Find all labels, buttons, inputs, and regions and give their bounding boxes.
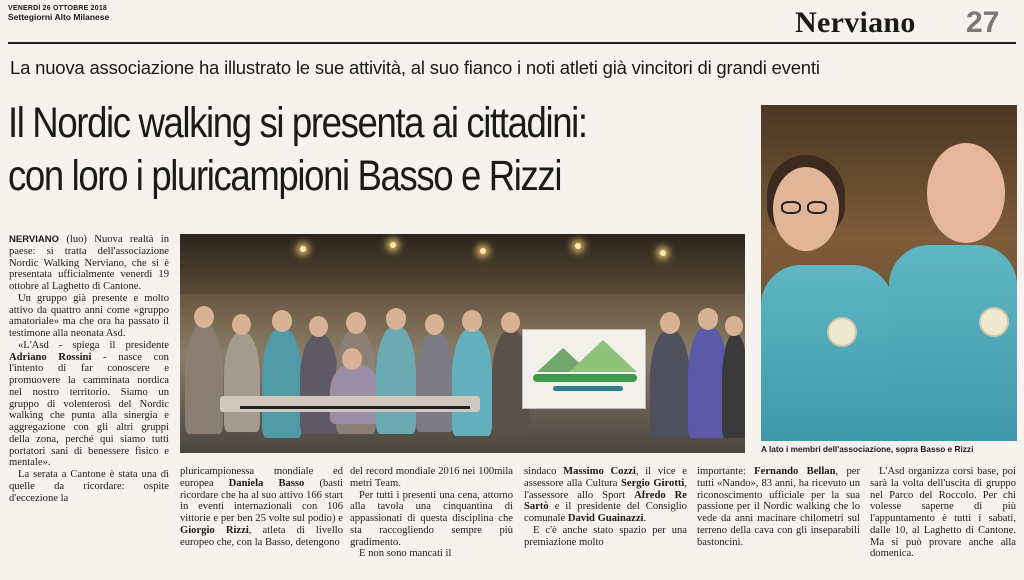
article-column-4 — [524, 466, 687, 548]
headline — [8, 97, 756, 203]
paragraph: del record mondiale 2016 nei 100mila metri Team. — [350, 466, 513, 489]
man-jacket — [889, 245, 1017, 441]
badge-icon — [979, 307, 1009, 337]
paragraph: L'Asd organizza corsi base, poi sarà la volta dell'uscita di gruppo nel Parco del Roccolo. Per chi volesse saperne di più l'appuntamento è tutti i sabati, dalle 10, al Laghetto di Cantone. Ma si può provare anche alla domenica. — [870, 466, 1016, 560]
paragraph: sindaco Massimo Cozzi, il vice e assessore alla Cultura Sergio Girotti, l'assessore allo Sport Afredo Re Sartò e il presidente del Consiglio comunale David Guainazzi. — [524, 466, 687, 524]
pavilion-ceiling — [180, 234, 745, 294]
paragraph: La serata a Cantone è stata una di quelle da ricordare: ospite d'eccezione la — [9, 469, 169, 504]
person-name: Daniela Basso — [228, 477, 305, 489]
masthead — [8, 5, 109, 23]
light-icon — [480, 248, 486, 254]
person-name: Massimo Cozzi — [563, 466, 636, 477]
issue-date: VENERDÌ 26 OTTOBRE 2018 — [8, 5, 108, 12]
glasses-icon — [807, 201, 827, 214]
newspaper-name: Settegiorni Alto Milanese — [8, 12, 110, 23]
person-name: David Guainazzi — [567, 513, 644, 524]
paragraph: pluricampionessa mondiale ed europea Daniela Basso (basti ricordare che ha al suo attivo 166 start in eventi internazionali con 106 vittorie e per ben 25 volte sul podio) e Giorgio Rizzi, atleta di livello europeo che, con la Basso, detengono — [180, 466, 344, 548]
photo-caption: A lato i membri dell'associazione, sopra Basso e Rizzi — [761, 444, 974, 454]
woman-jacket — [761, 265, 893, 441]
glasses-icon — [781, 201, 801, 214]
lead-text: Nuova realtà in paese: si tratta dell'associazione Nordic Walking Nerviano, che si è presentata ufficialmente venerdì 19 ottobre al Laghetto di Cantone. — [9, 234, 169, 292]
light-icon — [390, 242, 396, 248]
headline-line-1: Il Nordic walking si presenta ai cittadini: — [8, 100, 587, 147]
paragraph: Per tutti i presenti una cena, attorno alla tavola una cinquantina di appassionati di questa disciplina che sta raccogliendo sempre più gradimento. — [350, 489, 513, 548]
page-number: 27 — [966, 6, 1000, 39]
paragraph: E c'è anche stato spazio per una premiazione molto — [524, 524, 687, 548]
badge-icon — [827, 317, 857, 347]
group-photo — [180, 234, 745, 453]
article-column-6 — [870, 466, 1016, 560]
article-column-3 — [350, 466, 513, 560]
man-face — [927, 143, 1005, 243]
person-name: Adriano Rossini — [9, 351, 92, 363]
section-title: Nerviano — [795, 6, 916, 39]
article-column-2 — [180, 466, 343, 548]
person-name: Giorgio Rizzi — [180, 524, 249, 536]
kicker: La nuova associazione ha illustrato le sue attività, al suo fianco i noti atleti già vincitori di grandi eventi — [10, 57, 820, 78]
article-column-5 — [697, 466, 860, 548]
portrait-photo — [761, 105, 1017, 441]
paragraph: E non sono mancati il — [359, 548, 452, 560]
lead-paragraph — [9, 234, 169, 293]
person-name: Fernando Bellan — [754, 466, 836, 477]
article-column-1 — [9, 234, 169, 504]
byline-tag: (luo) — [66, 234, 87, 245]
paragraph: importante: Fernando Bellan, per tutti «Nando», 83 anni, ha ricevuto un riconoscimento ufficiale per la sua passione per il Nordic walking che lo vede da anni macinare chilometri sul terreno della cava con gli inseparabili bastoncini. — [697, 466, 861, 548]
byline: NERVIANO — [9, 234, 59, 245]
header-rule — [8, 42, 1016, 44]
light-icon — [660, 250, 666, 256]
light-icon — [575, 243, 581, 249]
person-name: Afredo Re Sartò — [524, 489, 687, 513]
paragraph: «L'Asd - spiega il presidente Adriano Rossini - nasce con l'intento di far conoscere e promuovere la camminata nordica nel nostro territorio. Siamo un gruppo di volenterosi del Nordic walking che punta alla sinergia e aggregazione con gli altri gruppi della zona, perché qui siamo tutti portatori sani di benessere fisico e mentale». — [9, 339, 169, 469]
light-icon — [300, 246, 306, 252]
headline-line-2: con loro i pluricampioni Basso e Rizzi — [8, 153, 562, 200]
chairs — [240, 406, 470, 446]
association-banner — [522, 329, 646, 409]
paragraph: Un gruppo già presente e molto attivo da quattro anni come «gruppo amatoriale» ma che ora ha passato il testimone alla neonata Asd. — [9, 292, 169, 339]
person-name: Sergio Girotti — [621, 477, 685, 489]
